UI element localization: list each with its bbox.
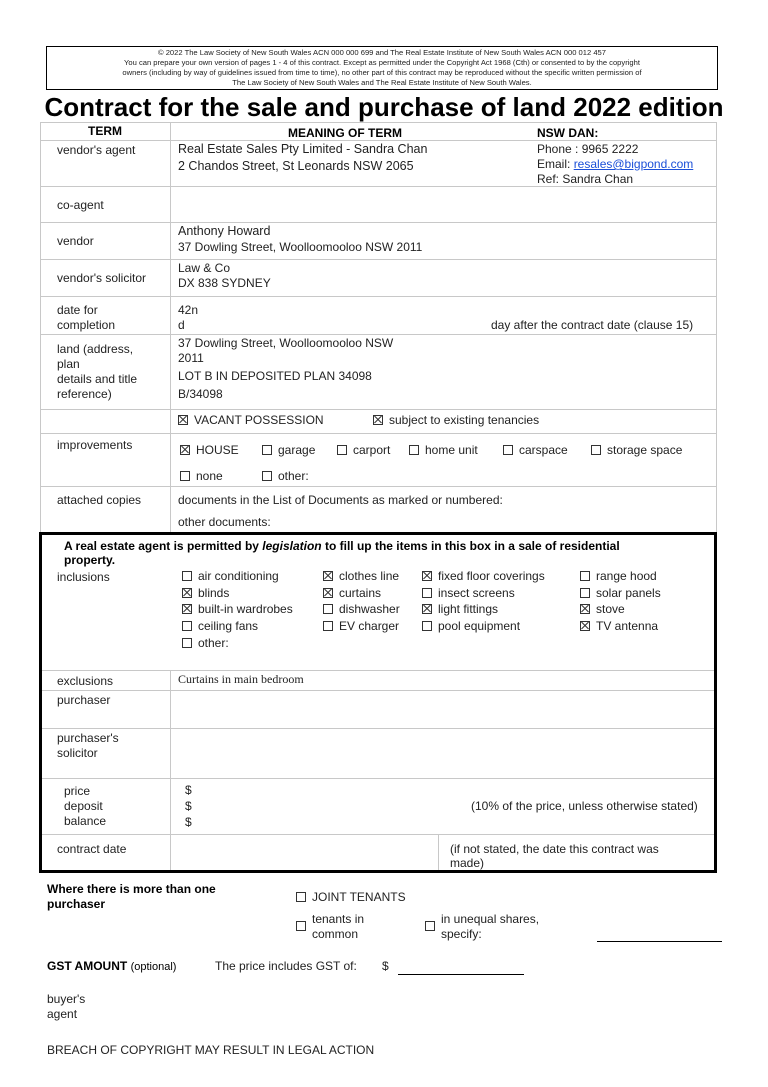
joint-tenants-option[interactable]: JOINT TENANTS bbox=[296, 890, 406, 904]
improvement-none[interactable]: none bbox=[180, 469, 223, 483]
contract-date-note-2: made) bbox=[450, 856, 485, 870]
tenants-in-common-1: tenants in bbox=[312, 912, 365, 926]
page-title: Contract for the sale and purchase of land 2022 edition bbox=[44, 92, 724, 122]
inclusion-built-in-wardrobes[interactable]: built-in wardrobes bbox=[182, 602, 293, 616]
checkbox-icon[interactable] bbox=[409, 445, 419, 455]
buyers-agent-label-1: buyer's bbox=[47, 992, 86, 1006]
balance-currency: $ bbox=[185, 815, 192, 829]
checkbox-checked-icon[interactable] bbox=[580, 604, 590, 614]
more-purchasers-label-2: purchaser bbox=[47, 897, 106, 911]
improvements-label: improvements bbox=[57, 438, 133, 452]
balance-label: balance bbox=[64, 814, 107, 828]
vendors-solicitor-label: vendor's solicitor bbox=[57, 271, 146, 285]
checkbox-checked-icon[interactable] bbox=[422, 571, 432, 581]
land-ref: B/34098 bbox=[178, 387, 223, 401]
land-label-3: details and title bbox=[57, 372, 138, 386]
inclusion-curtains[interactable]: curtains bbox=[323, 586, 381, 600]
checkbox-icon[interactable] bbox=[503, 445, 513, 455]
inclusions-label: inclusions bbox=[57, 570, 110, 584]
inclusion-stove[interactable]: stove bbox=[580, 602, 625, 616]
completion-text: day after the contract date (clause 15) bbox=[491, 318, 694, 332]
inclusion-clothes-line[interactable]: clothes line bbox=[323, 569, 399, 583]
completion-days-1: 42n bbox=[178, 303, 199, 317]
gst-currency: $ bbox=[382, 959, 389, 973]
completion-label-2: completion bbox=[57, 318, 116, 332]
contract-date-label: contract date bbox=[57, 842, 127, 856]
copyright-line-1: © 2022 The Law Society of New South Wales ACN 000 000 699 and The Real Estate Institute of New South Wales ACN 000 012 457 bbox=[158, 48, 606, 57]
checkbox-icon[interactable] bbox=[262, 471, 272, 481]
improvement-garage[interactable]: garage bbox=[262, 443, 315, 457]
inclusion-dishwasher[interactable]: dishwasher bbox=[323, 602, 400, 616]
checkbox-icon[interactable] bbox=[337, 445, 347, 455]
checkbox-icon[interactable] bbox=[296, 892, 306, 902]
checkbox-icon[interactable] bbox=[591, 445, 601, 455]
checkbox-icon[interactable] bbox=[182, 638, 192, 648]
agent-email: Email: resales@bigpond.com bbox=[537, 157, 694, 171]
copyright-line-2: You can prepare your own version of pages 1 - 4 of this contract. Except as permitted under the Copyright Act 1968 (Cth) or consented to by the copyright bbox=[124, 58, 640, 67]
inclusion-pool-equipment[interactable]: pool equipment bbox=[422, 619, 520, 633]
price-label: price bbox=[64, 784, 91, 798]
copyright-notice bbox=[46, 46, 718, 90]
vendors-agent-address: 2 Chandos Street, St Leonards NSW 2065 bbox=[178, 159, 414, 173]
agent-phone: Phone : 9965 2222 bbox=[537, 142, 639, 156]
gst-text: The price includes GST of: bbox=[215, 959, 357, 973]
attached-copies-label: attached copies bbox=[57, 493, 142, 507]
improvement-carport[interactable]: carport bbox=[337, 443, 390, 457]
gst-amount-input[interactable] bbox=[398, 974, 524, 975]
improvement-other[interactable]: other: bbox=[262, 469, 309, 483]
purchasers-solicitor-label-2: solicitor bbox=[57, 746, 98, 760]
purchasers-solicitor-label-1: purchaser's bbox=[57, 731, 119, 745]
checkbox-icon[interactable] bbox=[323, 604, 333, 614]
checkbox-icon[interactable] bbox=[580, 571, 590, 581]
inclusion-fixed-floor-coverings[interactable]: fixed floor coverings bbox=[422, 569, 545, 583]
inclusion-light-fittings[interactable]: light fittings bbox=[422, 602, 498, 616]
inclusion-air-conditioning[interactable]: air conditioning bbox=[182, 569, 279, 583]
buyers-agent-label-2: agent bbox=[47, 1007, 78, 1021]
checkbox-icon[interactable] bbox=[425, 919, 441, 933]
checkbox-icon[interactable] bbox=[262, 445, 272, 455]
unequal-shares-input[interactable] bbox=[597, 941, 722, 942]
header-nsw-dan: NSW DAN: bbox=[537, 126, 599, 140]
checkbox-checked-icon[interactable] bbox=[580, 621, 590, 631]
agent-ref: Ref: Sandra Chan bbox=[537, 172, 634, 186]
checkbox-icon[interactable] bbox=[422, 588, 432, 598]
inclusion-tv-antenna[interactable]: TV antenna bbox=[580, 619, 658, 633]
inclusion-insect-screens[interactable]: insect screens bbox=[422, 586, 515, 600]
deposit-label: deposit bbox=[64, 799, 103, 813]
header-meaning: MEANING OF TERM bbox=[288, 126, 402, 140]
copyright-warning: BREACH OF COPYRIGHT MAY RESULT IN LEGAL ACTION bbox=[47, 1043, 375, 1057]
checkbox-icon[interactable] bbox=[323, 621, 333, 631]
vendor-address: 37 Dowling Street, Woolloomooloo NSW 2011 bbox=[178, 240, 423, 254]
checkbox-checked-icon[interactable] bbox=[178, 415, 188, 425]
checkbox-checked-icon[interactable] bbox=[182, 604, 192, 614]
header-term: TERM bbox=[88, 124, 122, 138]
land-address-2: 2011 bbox=[178, 351, 204, 365]
inclusion-blinds[interactable]: blinds bbox=[182, 586, 229, 600]
improvement-carspace[interactable]: carspace bbox=[503, 443, 568, 457]
vendors-agent-label: vendor's agent bbox=[57, 143, 136, 157]
purchaser-label: purchaser bbox=[57, 693, 111, 707]
checkbox-checked-icon[interactable] bbox=[182, 588, 192, 598]
contract-date-note-1: (if not stated, the date this contract was bbox=[450, 842, 659, 856]
land-label-4: reference) bbox=[57, 387, 112, 401]
checkbox-checked-icon[interactable] bbox=[180, 445, 190, 455]
agent-fill-box bbox=[39, 532, 717, 873]
inclusion-other[interactable]: other: bbox=[182, 636, 229, 650]
deposit-currency: $ bbox=[185, 799, 192, 813]
checkbox-icon[interactable] bbox=[182, 621, 192, 631]
improvement-house[interactable]: HOUSE bbox=[180, 443, 239, 457]
co-agent-label: co-agent bbox=[57, 198, 104, 212]
checkbox-checked-icon[interactable] bbox=[323, 588, 333, 598]
checkbox-checked-icon[interactable] bbox=[323, 571, 333, 581]
checkbox-checked-icon[interactable] bbox=[422, 604, 432, 614]
unequal-shares-1: in unequal shares, bbox=[441, 912, 540, 926]
checkbox-icon[interactable] bbox=[180, 471, 190, 481]
exclusions-label: exclusions bbox=[57, 674, 114, 688]
land-lot: LOT B IN DEPOSITED PLAN 34098 bbox=[178, 369, 372, 383]
tenancies-option[interactable]: subject to existing tenancies bbox=[373, 413, 539, 427]
attached-other-docs: other documents: bbox=[178, 515, 271, 529]
inclusion-ceiling-fans[interactable]: ceiling fans bbox=[182, 619, 258, 633]
checkbox-icon[interactable] bbox=[422, 621, 432, 631]
land-label-2: plan bbox=[57, 357, 80, 371]
land-label-1: land (address, bbox=[57, 342, 134, 356]
checkbox-checked-icon[interactable] bbox=[373, 415, 383, 425]
copyright-line-4: The Law Society of New South Wales and The Real Estate Institute of New South Wales. bbox=[232, 78, 532, 87]
more-purchasers-label-1: Where there is more than one bbox=[47, 882, 216, 896]
exclusions-value: Curtains in main bedroom bbox=[178, 672, 304, 686]
completion-label-1: date for bbox=[57, 303, 98, 317]
price-currency: $ bbox=[185, 783, 192, 797]
tenants-in-common-2: common bbox=[312, 927, 359, 941]
agent-email-link[interactable]: resales@bigpond.com bbox=[573, 157, 694, 171]
checkbox-icon[interactable] bbox=[182, 571, 192, 581]
inclusion-range-hood[interactable]: range hood bbox=[580, 569, 657, 583]
completion-days-2: d bbox=[178, 318, 185, 332]
copyright-line-3: owners (including by way of guidelines issued from time to time), no other part of this contract may be reproduced without the specific written permission of bbox=[122, 68, 642, 77]
improvement-storage-space[interactable]: storage space bbox=[591, 443, 682, 457]
vendors-solicitor-name: Law & Co bbox=[178, 261, 231, 275]
unequal-shares-2: specify: bbox=[441, 927, 482, 941]
vacant-possession-option[interactable]: VACANT POSSESSION bbox=[178, 413, 324, 427]
improvement-home-unit[interactable]: home unit bbox=[409, 443, 478, 457]
vendors-solicitor-dx: DX 838 SYDNEY bbox=[178, 276, 271, 290]
inclusion-solar-panels[interactable]: solar panels bbox=[580, 586, 661, 600]
attached-docs-text: documents in the List of Documents as marked or numbered: bbox=[178, 493, 503, 507]
agent-box-notice: A real estate agent is permitted by legislation to fill up the items in this box in a sale of residential property. bbox=[64, 539, 620, 567]
vendor-label: vendor bbox=[57, 234, 94, 248]
inclusion-ev-charger[interactable]: EV charger bbox=[323, 619, 399, 633]
vendor-name: Anthony Howard bbox=[178, 224, 271, 238]
land-address-1: 37 Dowling Street, Woolloomooloo NSW bbox=[178, 336, 394, 350]
deposit-note: (10% of the price, unless otherwise stated) bbox=[471, 799, 698, 813]
checkbox-icon[interactable] bbox=[296, 919, 312, 933]
vendors-agent-name: Real Estate Sales Pty Limited - Sandra Chan bbox=[178, 142, 428, 156]
gst-label: GST AMOUNT (optional) bbox=[47, 959, 177, 973]
checkbox-icon[interactable] bbox=[580, 588, 590, 598]
